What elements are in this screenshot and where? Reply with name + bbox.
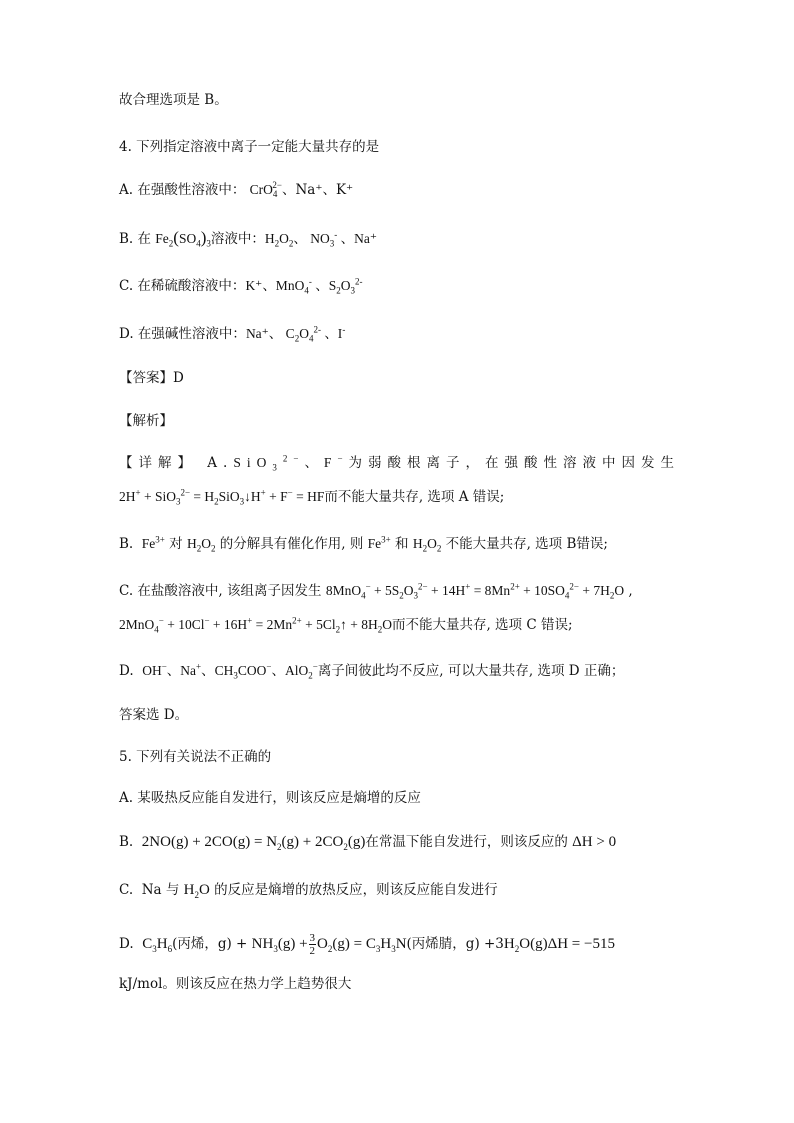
option-5a: A. 某吸热反应能自发进行，则该反应是熵增的反应 — [119, 790, 421, 806]
detail-line-c2: $2MnO_4^- + 10Cl^- + 16H^+ = 2Mn^{2+}$ + $5Cl_2↑ + 8H_2O$而不能大量共存, 选项 C 错误; — [119, 615, 573, 635]
text-line: 故合理选项是 B。 — [119, 92, 228, 108]
option-4d: D. 在强碱性溶液中：Na⁺、 $C_2O_4^{2-}$ 、I- — [119, 324, 346, 344]
option-5d-cont: kJ/mol。则该反应在热力学上趋势很大 — [119, 976, 352, 992]
analysis-label: 【解析】 — [119, 413, 173, 429]
option-4b: B. 在 $Fe_2(SO_4)_3$溶液中：$H_2O_2$、 $NO_3^-$ 、Na⁺ — [119, 228, 378, 249]
option-5d: D. $C_3H_6$(丙烯，$g) + NH_3(g)$ + $\frac{3}{2}$ $O_2(g) = C_3H_3N$(丙烯腈，$g) +3H_2O(g)\Delta H = -515$ — [119, 932, 615, 957]
question-4: 4. 下列指定溶液中离子一定能大量共存的是 — [119, 139, 380, 155]
detail-line-d: D. OH−、Na+、$CH_3COO^-$、AlO$_2$−离子间彼此均不反应, 可以大量共存, 选项 D 正确； — [119, 661, 625, 681]
conclusion: 答案选 D。 — [119, 707, 189, 723]
answer-label: 【答案】D — [119, 370, 184, 386]
detail-line-b: B. $Fe^{3+}$ 对 $H_2O_2$ 的分解具有催化作用, 则 $Fe^{3+}$ 和 $H_2O_2$ 不能大量共存, 选项 B错误; — [119, 534, 608, 554]
option-4c: C. 在稀硫酸溶液中：K⁺、MnO$_4$- 、$S_2O_3^{2-}$ — [119, 276, 363, 296]
option-5b: B. $2NO(g) + 2CO(g) = N_2(g) + 2CO_2(g)$在常温下能自发进行，则该反应的 ΔH > 0 — [119, 834, 617, 852]
detail-line-c1: C. 在盐酸溶液中, 该组离子因发生 $8MnO_4^- + 5S_2O_3^{2-} + 14H^+ = 8Mn^{2+} + 10SO_4^{2-} + 7H_2O$ , — [119, 581, 633, 601]
detail-line-2: $2H^+ + SiO_3^{2-} = H_2SiO_3↓H^+ + F^-$ = HF而不能大量共存, 选项 A 错误; — [119, 487, 505, 507]
detail-line-1: 【详解】 A.SiO$_3^{2-}$、F−为弱酸根离子，在强酸性溶液中因发生 — [119, 453, 681, 473]
option-5c: C. Na 与 $H_2O$ 的反应是熵增的放热反应，则该反应能自发进行 — [119, 882, 498, 900]
question-5: 5. 下列有关说法不正确的 — [119, 749, 272, 765]
option-4a: A. 在强酸性溶液中： CrO$_4^{2-}$、Na⁺、K⁺ — [119, 180, 354, 199]
